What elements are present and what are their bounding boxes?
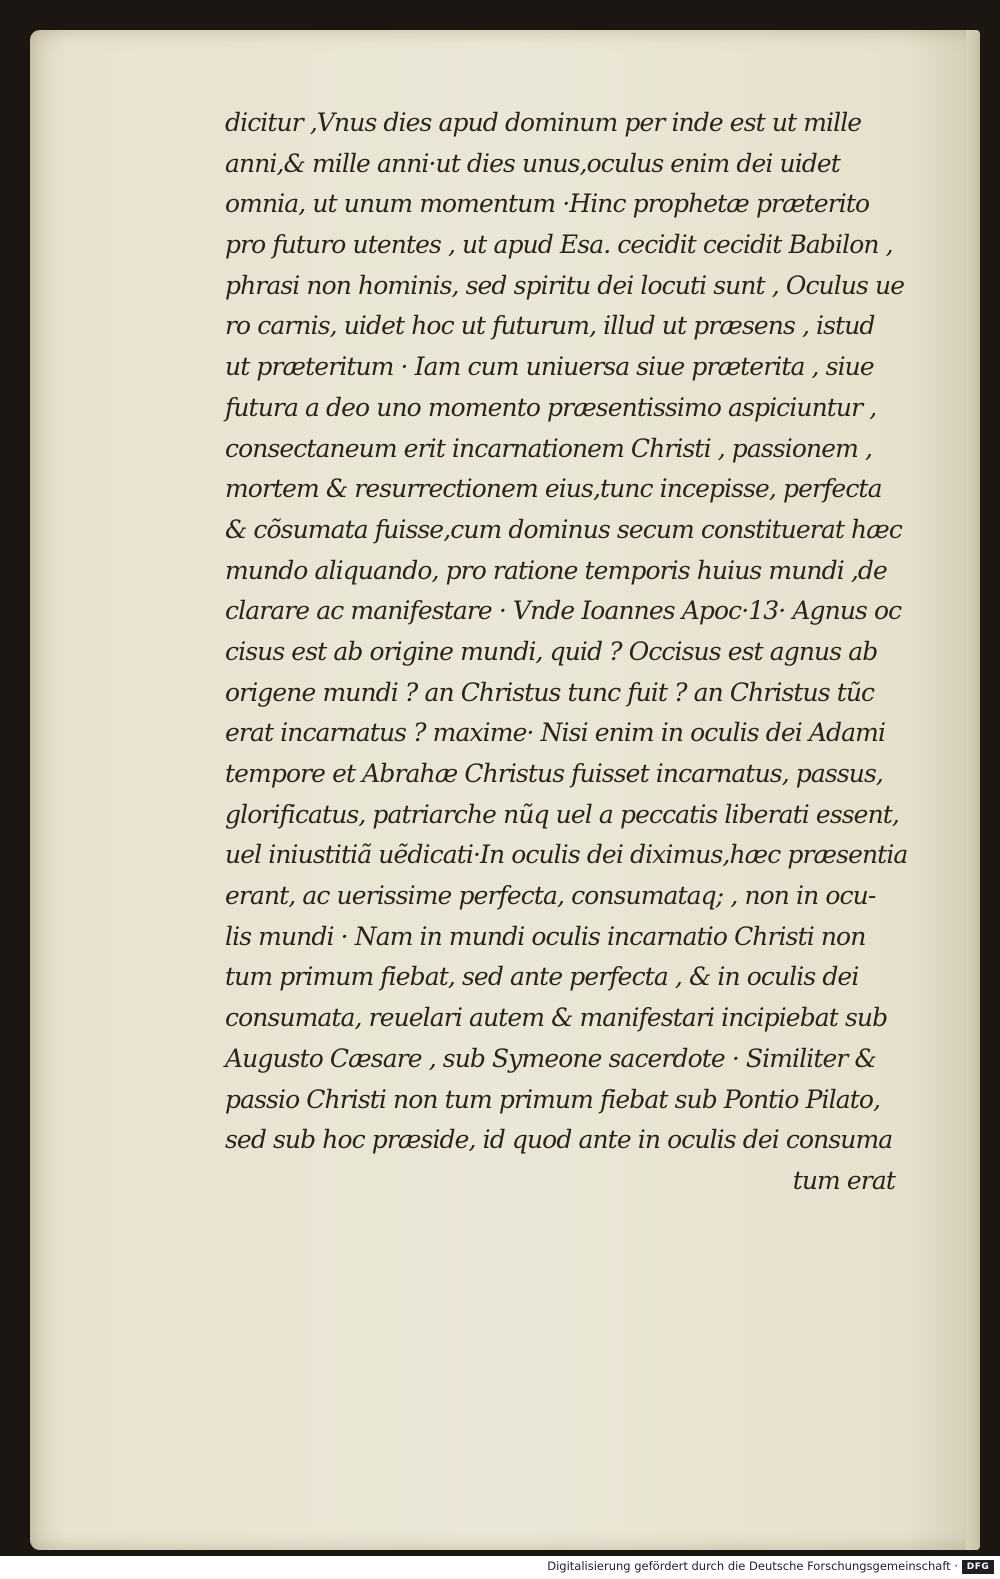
text-line: consumata, reuelari autem & manifestari incipiebat sub bbox=[225, 1003, 888, 1033]
text-line: Augusto Cæsare , sub Symeone sacerdote · Similiter & bbox=[225, 1043, 876, 1073]
page-fore-edge bbox=[966, 30, 980, 1550]
text-line: pro futuro utentes , ut apud Esa. cecidit cecidit Babilon , bbox=[225, 230, 893, 260]
text-line: origene mundi ? an Christus tunc fuit ? an Christus tũc bbox=[225, 677, 875, 707]
dfg-logo-icon: DFG bbox=[962, 1560, 994, 1574]
catchword: tum erat bbox=[792, 1165, 895, 1195]
text-line: anni,& mille anni·ut dies unus,oculus enim dei uidet bbox=[225, 148, 840, 178]
text-line: uel iniustitiã uẽdicati·In oculis dei diximus,hæc præsentia bbox=[225, 840, 908, 870]
text-line: glorificatus, patriarche nũq uel a peccatis liberati essent, bbox=[225, 799, 899, 829]
page-text-block bbox=[225, 103, 925, 1202]
text-line: ut præteritum · Iam cum uniuersa siue præterita , siue bbox=[225, 352, 874, 382]
text-line: mundo aliquando, pro ratione temporis huius mundi ,de bbox=[225, 555, 887, 585]
text-line: omnia, ut unum momentum ·Hinc prophetæ præterito bbox=[225, 189, 870, 219]
text-line: lis mundi · Nam in mundi oculis incarnatio Christi non bbox=[225, 921, 866, 951]
funding-credit: Digitalisierung gefördert durch die Deutsche Forschungsgemeinschaft · bbox=[547, 1559, 958, 1573]
text-line: cisus est ab origine mundi, quid ? Occisus est agnus ab bbox=[225, 636, 878, 666]
text-line: passio Christi non tum primum fiebat sub Pontio Pilato, bbox=[225, 1084, 881, 1114]
text-line: dicitur ,Vnus dies apud dominum per inde est ut mille bbox=[225, 108, 862, 137]
text-line: & cõsumata fuisse,cum dominus secum constituerat hæc bbox=[225, 514, 902, 544]
text-line: phrasi non hominis, sed spiritu dei locuti sunt , Oculus ue bbox=[225, 270, 905, 300]
text-line: futura a deo uno momento præsentissimo aspiciuntur , bbox=[225, 392, 877, 422]
text-line: ro carnis, uidet hoc ut futurum, illud ut præsens , istud bbox=[225, 311, 875, 341]
text-line: sed sub hoc præside, id quod ante in oculis dei consuma bbox=[225, 1125, 893, 1155]
text-line: tempore et Abrahæ Christus fuisset incarnatus, passus, bbox=[225, 759, 883, 788]
text-line: consectaneum erit incarnationem Christi , passionem , bbox=[225, 433, 873, 463]
text-line: mortem & resurrectionem eius,tunc incepisse, perfecta bbox=[225, 474, 882, 504]
text-line: clarare ac manifestare · Vnde Ioannes Apoc·13· Agnus oc bbox=[225, 596, 902, 626]
text-line: tum primum fiebat, sed ante perfecta , & in oculis dei bbox=[225, 962, 859, 992]
digitization-footer bbox=[0, 1556, 1000, 1579]
text-line: erat incarnatus ? maxime· Nisi enim in oculis dei Adami bbox=[225, 718, 886, 748]
text-line: erant, ac uerissime perfecta, consumataq; , non in ocu- bbox=[225, 881, 876, 911]
